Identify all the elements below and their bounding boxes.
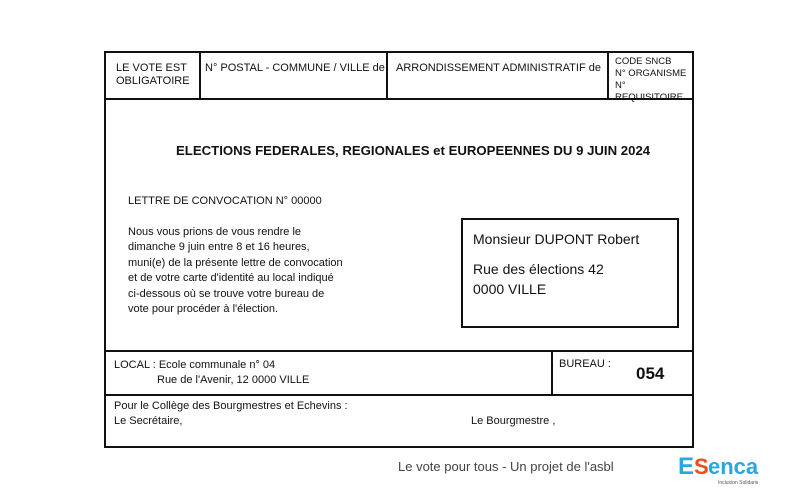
svg-text:S: S [694,454,709,479]
vote-obligatoire-cell [106,53,201,98]
vote-line-1: LE VOTE EST [116,62,187,74]
vote-line-2: OBLIGATOIRE [116,75,190,87]
recipient-city: 0000 VILLE [473,281,547,297]
recipient-address-box [461,218,679,328]
instruction-line: ci-dessous où se trouve votre bureau de [128,287,325,300]
letter-number: LETTRE DE CONVOCATION N° 00000 [128,195,322,207]
bureau-number: 054 [636,364,665,383]
instruction-line: Nous vous prions de vous rendre le [128,226,302,238]
requisitoire-label: N° REQUISITOIRE [615,80,683,103]
recipient-name: Monsieur DUPONT Robert [473,231,640,247]
instruction-line: dimanche 9 juin entre 8 et 16 heures, [128,241,310,254]
arrondissement-label: ARRONDISSEMENT ADMINISTRATIF de [396,62,601,74]
svg-text:E: E [678,453,695,480]
footer-text: Le vote pour tous - Un projet de l'asbl [398,459,614,474]
election-title: ELECTIONS FEDERALES, REGIONALES et EUROPEENNES DU 9 JUIN 2024 [176,143,651,158]
organisme-label: N° ORGANISME [615,68,687,79]
card-header [106,53,692,103]
codes-cell [609,53,692,103]
local-line-2: Rue de l'Avenir, 12 0000 VILLE [157,374,310,386]
local-address [114,358,309,388]
svg-text:enca: enca [708,454,759,479]
instruction-line: et de votre carte d'identité au local indiqué [128,272,334,285]
svg-text:Inclusion Solidaris: Inclusion Solidaris [718,480,759,486]
postal-label: N° POSTAL - COMMUNE / VILLE de [205,62,385,74]
bureau-cell [551,352,692,394]
bureau-label: BUREAU : [559,358,611,370]
recipient-street: Rue des élections 42 [473,261,604,277]
instruction-line: muni(e) de la présente lettre de convocation [128,256,343,269]
postal-cell [201,53,388,98]
instruction-line: vote pour procéder à l'élection. [128,303,279,316]
arrondissement-cell [388,53,609,98]
instructions-text [128,225,388,317]
esenca-logo [676,450,766,490]
mayor-label: Le Bourgmestre , [471,415,556,427]
signature-section [114,399,684,429]
code-sncb-label: CODE SNCB [615,56,672,67]
college-label: Pour le Collège des Bourgmestres et Echevins : [114,400,348,412]
convocation-card [104,51,694,448]
local-row [106,350,692,396]
secretary-label: Le Secrétaire, [114,415,183,427]
local-line-1: LOCAL : Ecole communale n° 04 [114,359,276,371]
